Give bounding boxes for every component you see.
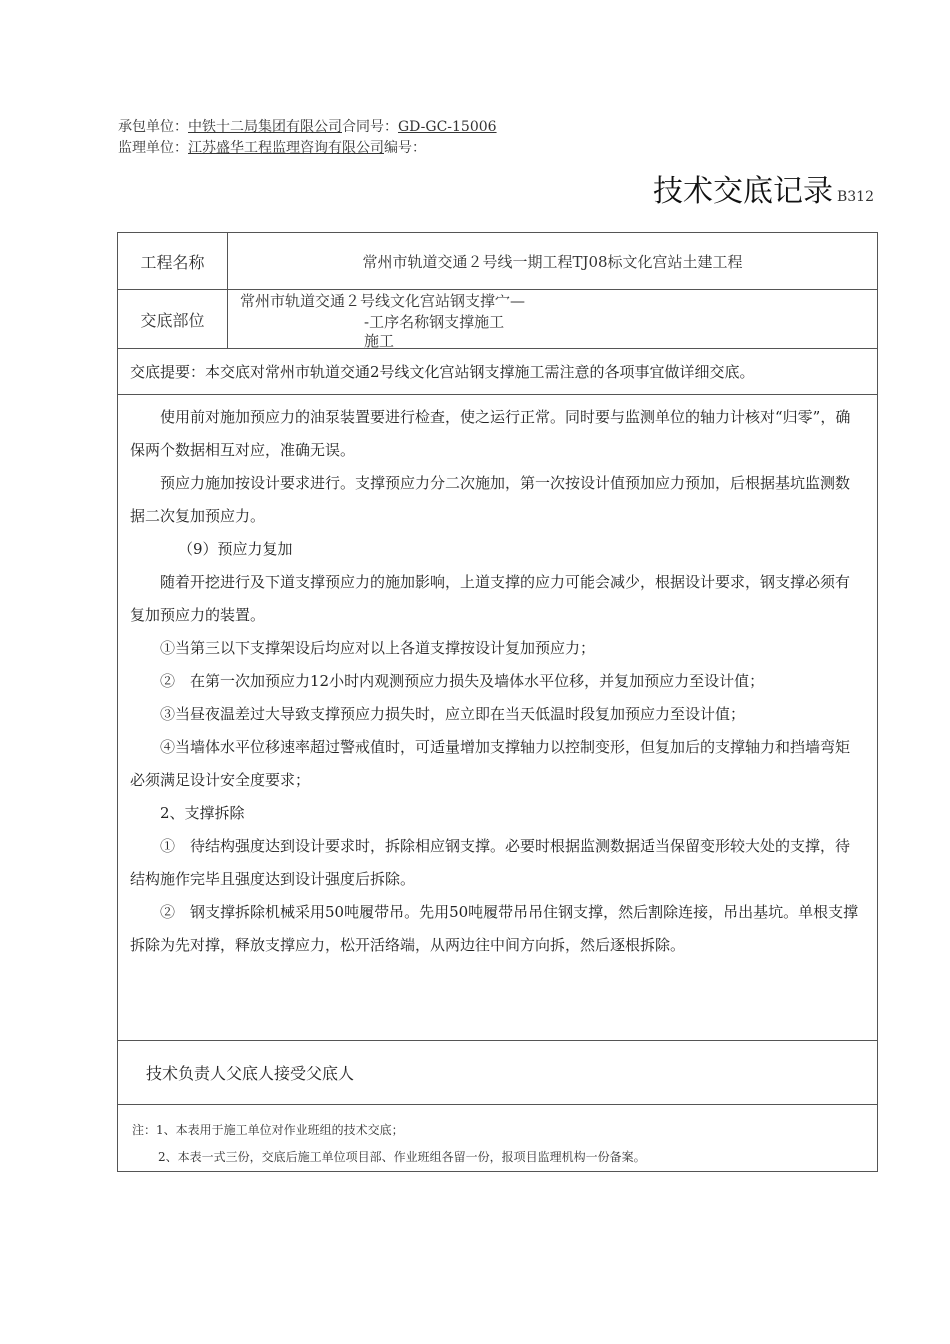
content-paragraph: 预应力施加按设计要求进行。支撑预应力分二次施加，第一次按设计值预加应力预加，后根据基坑监测数据二次复加预应力。 [130, 474, 851, 525]
content-item: ② 钢支撑拆除机械采用50吨履带吊。先用50吨履带吊吊住钢支撑，然后割除连接，吊出基坑。单根支撑拆除为先对撑，释放支撑应力，松开活络端，从两边往中间方向拆，然后逐根拆除。 [130, 903, 859, 954]
content-heading: 2、支撑拆除 [160, 804, 245, 822]
note-2: 2、本表一式三份，交底后施工单位项目部、作业班组各留一份，报项目监理机构一份备案。 [158, 1150, 646, 1164]
part-line-2: -工序名称钢支撑施工 [364, 313, 505, 331]
content-item: ④当墙体水平位移速率超过警戒值时，可适量增加支撑轴力以控制变形，但复加后的支撑轴力和挡墙弯矩必须满足设计安全度要求； [130, 738, 851, 789]
record-table [117, 232, 878, 1172]
content-item: ①当第三以下支撑架设后均应对以上各道支撑按设计复加预应力； [160, 639, 596, 657]
document-title: 技术交底记录 [652, 174, 833, 209]
handover-part-value [228, 290, 878, 349]
contractor-label: 承包单位： [118, 119, 188, 135]
part-line-1: 常州市轨道交通２号线文化宫站钢支撑宀— [240, 292, 526, 310]
handover-part-label: 交底部位 [118, 290, 228, 349]
signature-row: 技术负责人父底人接受父底人 [118, 1041, 878, 1105]
project-name-label: 工程名称 [118, 233, 228, 290]
notes [118, 1105, 878, 1172]
supervisor-line [118, 137, 426, 157]
content-paragraph: 随着开挖进行及下道支撑预应力的施加影响，上道支撑的应力可能会减少，根据设计要求，钢支撑必须有复加预应力的装置。 [130, 573, 851, 624]
contractor-value: 中铁十二局集团有限公司 [188, 119, 342, 135]
project-name-value: 常州市轨道交通２号线一期工程TJ08标文化宫站土建工程 [228, 233, 878, 290]
content-item: ① 待结构强度达到设计要求时，拆除相应钢支撑。必要时根据监测数据适当保留变形较大处的支撑，待结构施作完毕且强度达到设计强度后拆除。 [130, 837, 851, 888]
content-item: ③当昼夜温差过大导致支撑预应力损失时，应立即在当天低温时段复加预应力至设计值； [160, 705, 746, 723]
handover-summary: 交底提要：本交底对常州市轨道交通2号线文化宫站钢支撑施工需注意的各项事宜做详细交底。 [118, 349, 878, 395]
content-item: ② 在第一次加预应力12小时内观测预应力损失及墙体水平位移，并复加预应力至设计值； [160, 672, 765, 690]
contract-number-label: 合同号： [342, 119, 398, 135]
supervisor-label: 监理单位： [118, 140, 188, 156]
contract-number-value: GD-GC-15006 [398, 119, 497, 135]
part-line-3: 施工 [364, 332, 395, 350]
serial-number-label: 编号： [384, 140, 426, 156]
form-code: B312 [836, 189, 874, 205]
handover-content [118, 395, 878, 1041]
note-1: 注：1、本表用于施工单位对作业班组的技术交底； [132, 1123, 404, 1137]
content-paragraph: 使用前对施加预应力的油泵装置要进行检查，使之运行正常。同时要与监测单位的轴力计核对“归零”，确保两个数据相互对应，准确无误。 [130, 408, 851, 459]
supervisor-value: 江苏盛华工程监理咨询有限公司 [188, 140, 384, 156]
contractor-line [118, 116, 497, 136]
title-block [653, 166, 874, 210]
content-heading: （9）预应力复加 [178, 540, 293, 558]
